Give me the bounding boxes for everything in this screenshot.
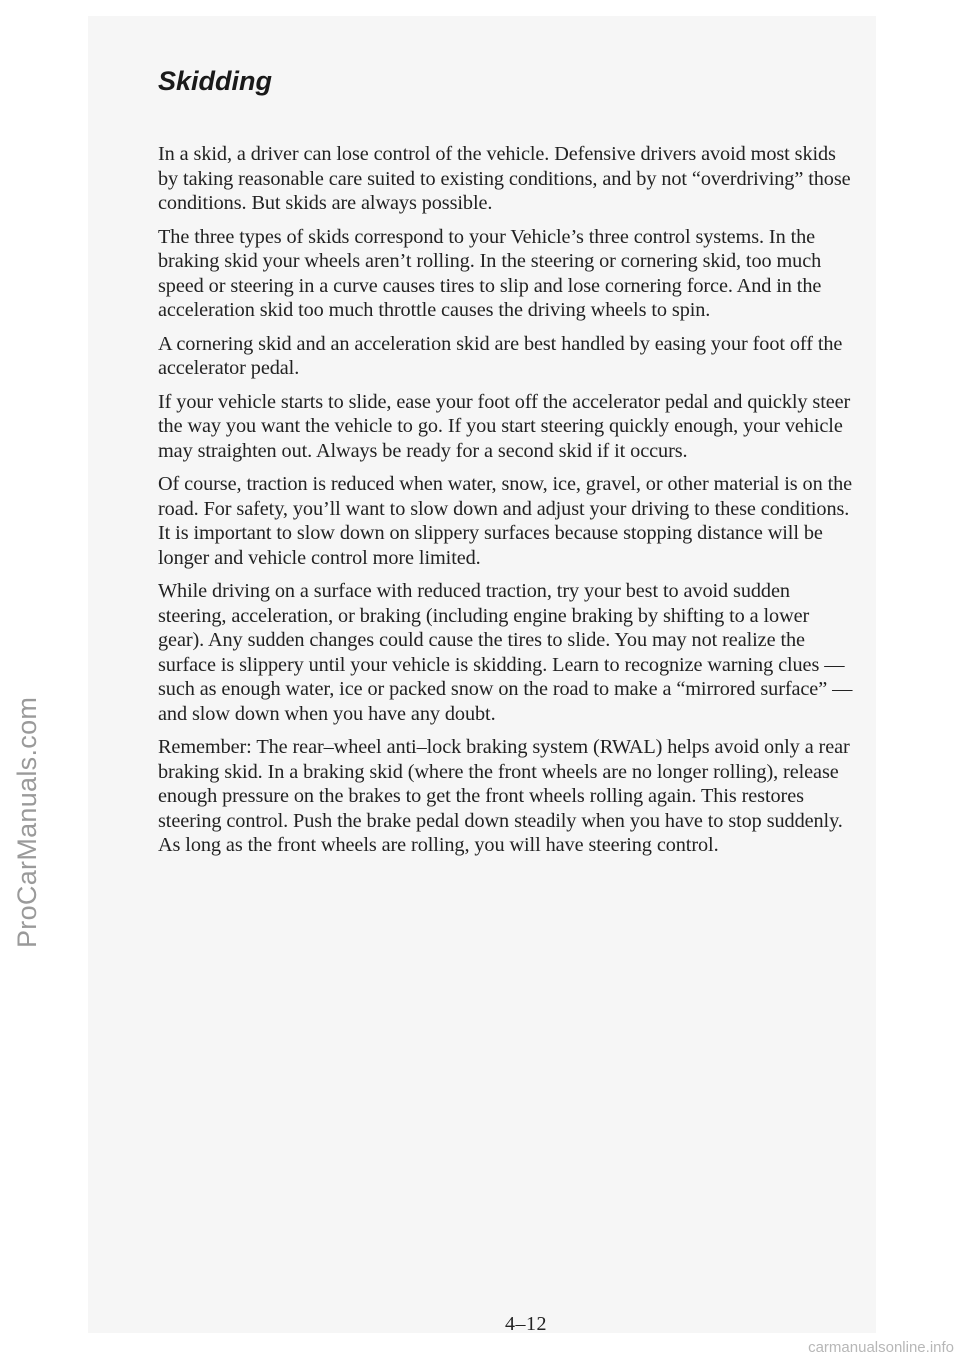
bottom-watermark: carmanualsonline.info bbox=[808, 1339, 954, 1356]
side-watermark: ProCarManuals.com bbox=[12, 696, 42, 948]
paragraph-5: Of course, traction is reduced when water, snow, ice, gravel, or other material is on the road. For safety, you’ll want to slow down and adjust your driving to these conditions. It is important to slow down on slippery surfaces because stopping distance will be longer and vehicle control more limited. bbox=[158, 473, 853, 569]
paragraph-6: While driving on a surface with reduced traction, try your best to avoid sudden steering, acceleration, or braking (including engine braking by shifting to a lower gear). Any sudden changes could cause the tires to slide. You may not realize the surface is slippery until your vehicle is skidding. Learn to recognize warning clues — such as enough water, ice or packed snow on the road to make a “mirrored surface” — and slow down when you have any doubt. bbox=[158, 580, 853, 725]
paragraph-4: If your vehicle starts to slide, ease your foot off the accelerator pedal and quickly steer the way you want the vehicle to go. If you start steering quickly enough, your vehicle may straighten out. Always be ready for a second skid if it occurs. bbox=[158, 390, 851, 462]
body-text bbox=[158, 142, 858, 867]
paragraph-1: In a skid, a driver can lose control of the vehicle. Defensive drivers avoid most skids by taking reasonable care suited to existing conditions, and by not “overdriving” those conditions. But skids are always possible. bbox=[158, 143, 851, 214]
section-title: Skidding bbox=[158, 66, 272, 96]
paragraph-3: A cornering skid and an acceleration skid are best handled by easing your foot off the accelerator pedal. bbox=[158, 332, 843, 379]
paragraph-2: The three types of skids correspond to your Vehicle’s three control systems. In the braking skid your wheels aren’t rolling. In the steering or cornering skid, too much speed or steering in a curve causes tires to slip and lose cornering force. And in the acceleration skid too much throttle causes the driving wheels to spin. bbox=[158, 225, 822, 321]
paragraph-7: Remember: The rear–wheel anti–lock braking system (RWAL) helps avoid only a rear braking skid. In a braking skid (where the front wheels are no longer rolling), release enough pressure on the brakes to get the front wheels rolling again. This restores steering control. Push the brake pedal down steadily when you have to stop suddenly. As long as the front wheels are rolling, you will have steering control. bbox=[158, 736, 850, 856]
page-number: 4–12 bbox=[505, 1313, 547, 1335]
